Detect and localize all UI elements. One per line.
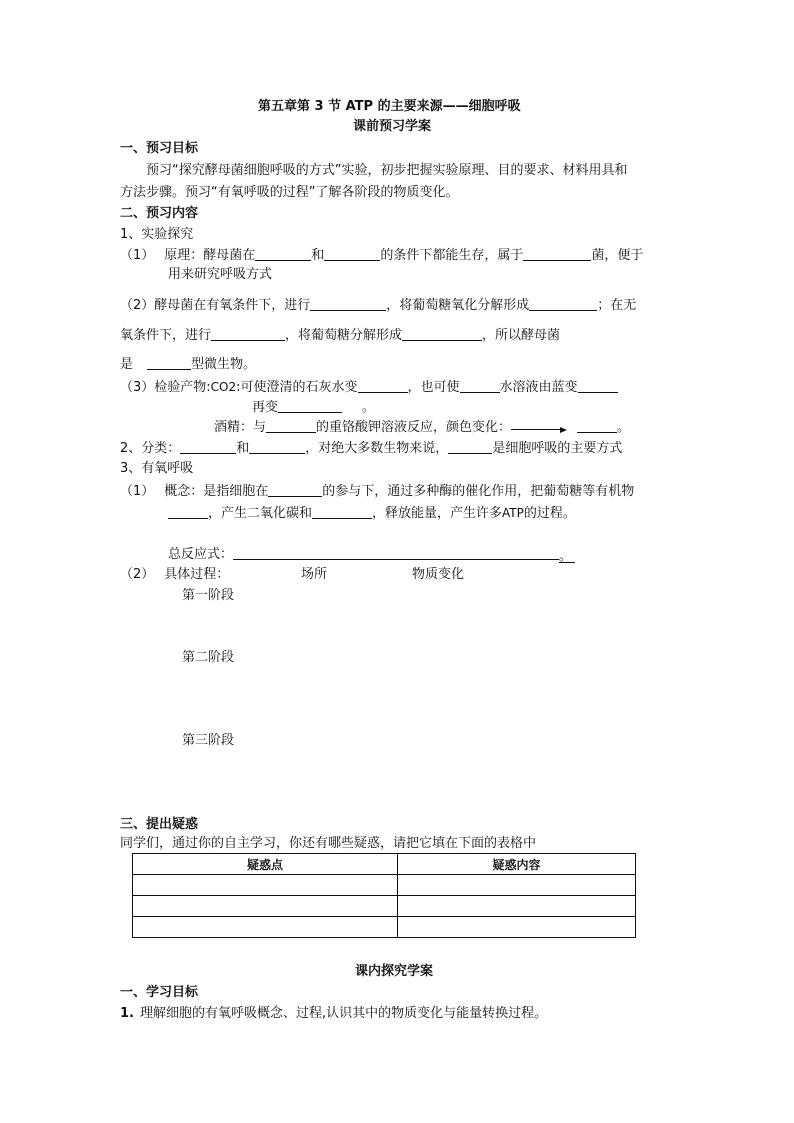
- text: 是: [120, 357, 134, 372]
- process-line: [120, 566, 229, 584]
- goals-line-1: 预习“探究酵母菌细胞呼吸的方式”实验，初步把握实验原理、目的要求、材料用具和: [146, 163, 628, 178]
- text: ，产生二氧化碳和: [208, 506, 313, 521]
- equation-line: [168, 545, 575, 564]
- item-number: （1）: [120, 248, 155, 263]
- text: 氧条件下，进行: [120, 328, 212, 343]
- text: 的重铬酸钾溶液反应，颜色变化：: [316, 420, 512, 435]
- text: 菌，便于: [591, 248, 644, 263]
- blank[interactable]: [249, 439, 305, 454]
- text: ，所以酵母菌: [482, 328, 561, 343]
- blank[interactable]: [266, 418, 316, 433]
- principle-line-2: 用来研究呼吸方式: [168, 267, 273, 282]
- blank[interactable]: [324, 246, 380, 261]
- text: 水溶液由蓝变: [499, 380, 578, 395]
- section-heading-content: 二、预习内容: [120, 206, 199, 221]
- text: 概念：是指细胞在: [164, 484, 269, 499]
- subsection-experiment: 1、实验探究: [120, 227, 194, 242]
- text: ，也可使: [407, 380, 460, 395]
- blank[interactable]: [211, 326, 285, 341]
- text: 的过程。: [523, 506, 576, 521]
- questions-table: [132, 853, 636, 938]
- text: （2）酵母菌在有氧条件下，进行: [120, 298, 311, 313]
- blank[interactable]: [278, 398, 342, 413]
- text: 理解细胞的有氧呼吸概念、过程,认识其中的物质变化与能量转换过程。: [139, 1006, 548, 1021]
- text: 总反应式：: [168, 547, 234, 562]
- item-number: （2）: [120, 567, 155, 582]
- table-cell[interactable]: [133, 917, 398, 938]
- blank[interactable]: [578, 378, 618, 393]
- section-heading-goals: 一、预习目标: [120, 141, 199, 156]
- goals-line-2: 方法步骤。预习“有氧呼吸的过程”了解各阶段的物质变化。: [120, 185, 459, 200]
- section-heading-learning-goals: 一、学习目标: [120, 985, 199, 1000]
- text: 型微生物。: [191, 357, 257, 372]
- blank[interactable]: [402, 326, 482, 341]
- item-number: （1）: [120, 484, 155, 499]
- blank[interactable]: [358, 378, 408, 393]
- learning-goal-1: [120, 1005, 547, 1023]
- text: :可使澄清的石灰水变: [236, 380, 358, 395]
- column-change: 物质变化: [412, 567, 465, 582]
- text: 的条件下都能生存，属于: [380, 248, 524, 263]
- text: 。: [362, 400, 376, 415]
- stage-2: 第二阶段: [182, 650, 235, 665]
- blank[interactable]: [448, 439, 492, 454]
- principle-line: [120, 246, 643, 265]
- table-row: [133, 896, 636, 917]
- blank[interactable]: [310, 296, 386, 311]
- blank[interactable]: [180, 439, 236, 454]
- text: 和: [311, 248, 325, 263]
- blank[interactable]: [523, 246, 591, 261]
- table-cell[interactable]: [398, 917, 636, 938]
- yeast-line-1: [120, 296, 636, 315]
- alcohol-line: [214, 418, 630, 437]
- text: 。: [617, 420, 631, 435]
- class-section-title: 课内探究学案: [355, 964, 434, 979]
- section-heading-questions: 三、提出疑惑: [120, 817, 199, 832]
- table-row: [133, 917, 636, 938]
- questions-instruction: 同学们，通过你的自主学习，你还有哪些疑惑，请把它填在下面的表格中: [120, 836, 537, 851]
- text: 是细胞呼吸的主要方式: [492, 441, 623, 456]
- text: 2、分类：: [120, 441, 181, 456]
- blank[interactable]: [147, 355, 191, 370]
- blank[interactable]: [312, 504, 372, 519]
- text: 具体过程：: [164, 567, 230, 582]
- blank[interactable]: [168, 504, 208, 519]
- table-cell[interactable]: [398, 896, 636, 917]
- test-product-line: [120, 378, 618, 397]
- text: ；在无: [597, 298, 637, 313]
- text: 再变: [252, 400, 279, 415]
- text: ，将葡萄糖分解形成: [285, 328, 403, 343]
- test-product-line-2: [252, 398, 375, 417]
- table-row: [133, 875, 636, 896]
- page-subtitle: 课前预习学案: [353, 119, 432, 134]
- item-number: 1.: [120, 1006, 134, 1021]
- text: ，将葡萄糖氧化分解形成: [386, 298, 530, 313]
- classification-line: [120, 439, 622, 458]
- concept-line: [120, 482, 634, 501]
- text: 原理：酵母菌在: [164, 248, 256, 263]
- stage-1: 第一阶段: [182, 588, 235, 603]
- blank[interactable]: [529, 296, 597, 311]
- blank[interactable]: [577, 418, 617, 433]
- blank[interactable]: [460, 378, 500, 393]
- column-place: 场所: [301, 567, 328, 582]
- yeast-line-3: [120, 355, 256, 374]
- subsection-aerobic: 3、有氧呼吸: [120, 461, 194, 476]
- text: ，对绝大多数生物来说，: [305, 441, 449, 456]
- table-header-point: 疑惑点: [133, 854, 398, 875]
- equation-end: 。: [559, 548, 575, 563]
- table-cell[interactable]: [133, 875, 398, 896]
- table-cell[interactable]: [398, 875, 636, 896]
- table-header-content: 疑惑内容: [398, 854, 636, 875]
- text: ，释放能量，产生许多: [372, 506, 503, 521]
- page-title: 第五章第 3 节 ATP 的主要来源——细胞呼吸: [258, 99, 521, 114]
- blank[interactable]: [255, 246, 311, 261]
- atp-label: ATP: [502, 506, 524, 520]
- stage-3: 第三阶段: [182, 733, 235, 748]
- arrow-right-icon: [511, 419, 567, 433]
- yeast-line-2: [120, 326, 560, 345]
- blank[interactable]: [268, 482, 322, 497]
- text: 酒精：与: [214, 420, 267, 435]
- text: 和: [236, 441, 250, 456]
- table-header-row: [133, 854, 636, 875]
- text: （3）检验产物:: [120, 380, 211, 395]
- concept-line-2: [168, 504, 576, 523]
- equation-blank[interactable]: [233, 545, 559, 560]
- co2-label: CO2: [210, 380, 237, 394]
- table-cell[interactable]: [133, 896, 398, 917]
- text: 的参与下，通过多种酶的催化作用，把葡萄糖等有机物: [322, 484, 635, 499]
